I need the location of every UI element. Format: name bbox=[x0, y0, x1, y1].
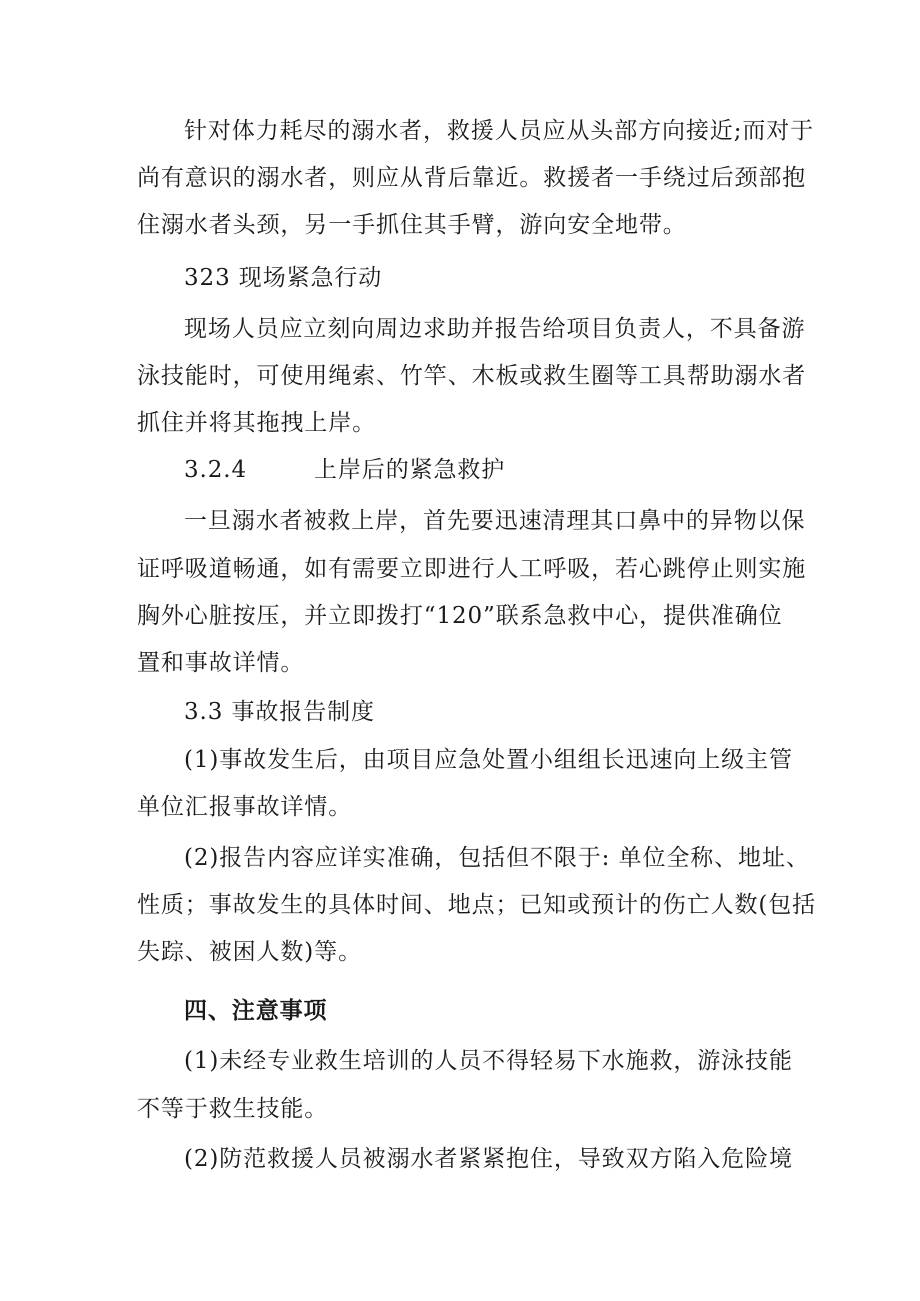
paragraph-line: 一旦溺水者被救上岸，首先要迅速清理其口鼻中的异物以保 bbox=[184, 508, 806, 534]
paragraph-line: (1)事故发生后，由项目应急处置小组组长迅速向上级主管 bbox=[184, 747, 793, 773]
paragraph-line: 抓住并将其拖拽上岸。 bbox=[137, 410, 376, 436]
section-number: 3.2.4 bbox=[184, 457, 248, 483]
paragraph-line: 不等于救生技能。 bbox=[137, 1096, 329, 1122]
paragraph-line: 性质；事故发生的具体时间、地点；已知或预计的伤亡人数(包括 bbox=[137, 892, 817, 918]
major-heading: 四、注意事项 bbox=[184, 998, 328, 1024]
paragraph-line: 现场人员应立刻向周边求助并报告给项目负责人，不具备游 bbox=[184, 316, 806, 342]
paragraph-line: 尚有意识的溺水者，则应从背后靠近。救援者一手绕过后颈部抱 bbox=[137, 165, 807, 191]
section-heading: 323 现场紧急行动 bbox=[184, 265, 383, 291]
paragraph-line: 置和事故详情。 bbox=[137, 650, 305, 676]
section-heading: 3.3 事故报告制度 bbox=[184, 699, 375, 725]
paragraph-line: 证呼吸道畅通，如有需要立即进行人工呼吸，若心跳停止则实施 bbox=[137, 556, 807, 582]
paragraph-line: 针对体力耗尽的溺水者，救援人员应从头部方向接近;而对于 bbox=[184, 118, 815, 144]
paragraph-line: 泳技能时，可使用绳索、竹竿、木板或救生圈等工具帮助溺水者 bbox=[137, 363, 807, 389]
paragraph-line: 单位汇报事故详情。 bbox=[137, 794, 353, 820]
section-title: 上岸后的紧急救护 bbox=[314, 457, 506, 483]
paragraph-line: (2)防范救援人员被溺水者紧紧抱住，导致双方陷入危险境 bbox=[184, 1146, 793, 1172]
paragraph-line: 失踪、被困人数)等。 bbox=[137, 939, 362, 965]
paragraph-line: 住溺水者头颈，另一手抓住其手臂，游向安全地带。 bbox=[137, 212, 687, 238]
paragraph-line: 胸外心脏按压，并立即拨打“120”联系急救中心，提供准确位 bbox=[137, 603, 783, 629]
section-heading bbox=[184, 455, 505, 485]
paragraph-line: (2)报告内容应详实准确，包括但不限于: 单位全称、地址、 bbox=[184, 845, 810, 871]
paragraph-line: (1)未经专业救生培训的人员不得轻易下水施救，游泳技能 bbox=[184, 1048, 793, 1074]
